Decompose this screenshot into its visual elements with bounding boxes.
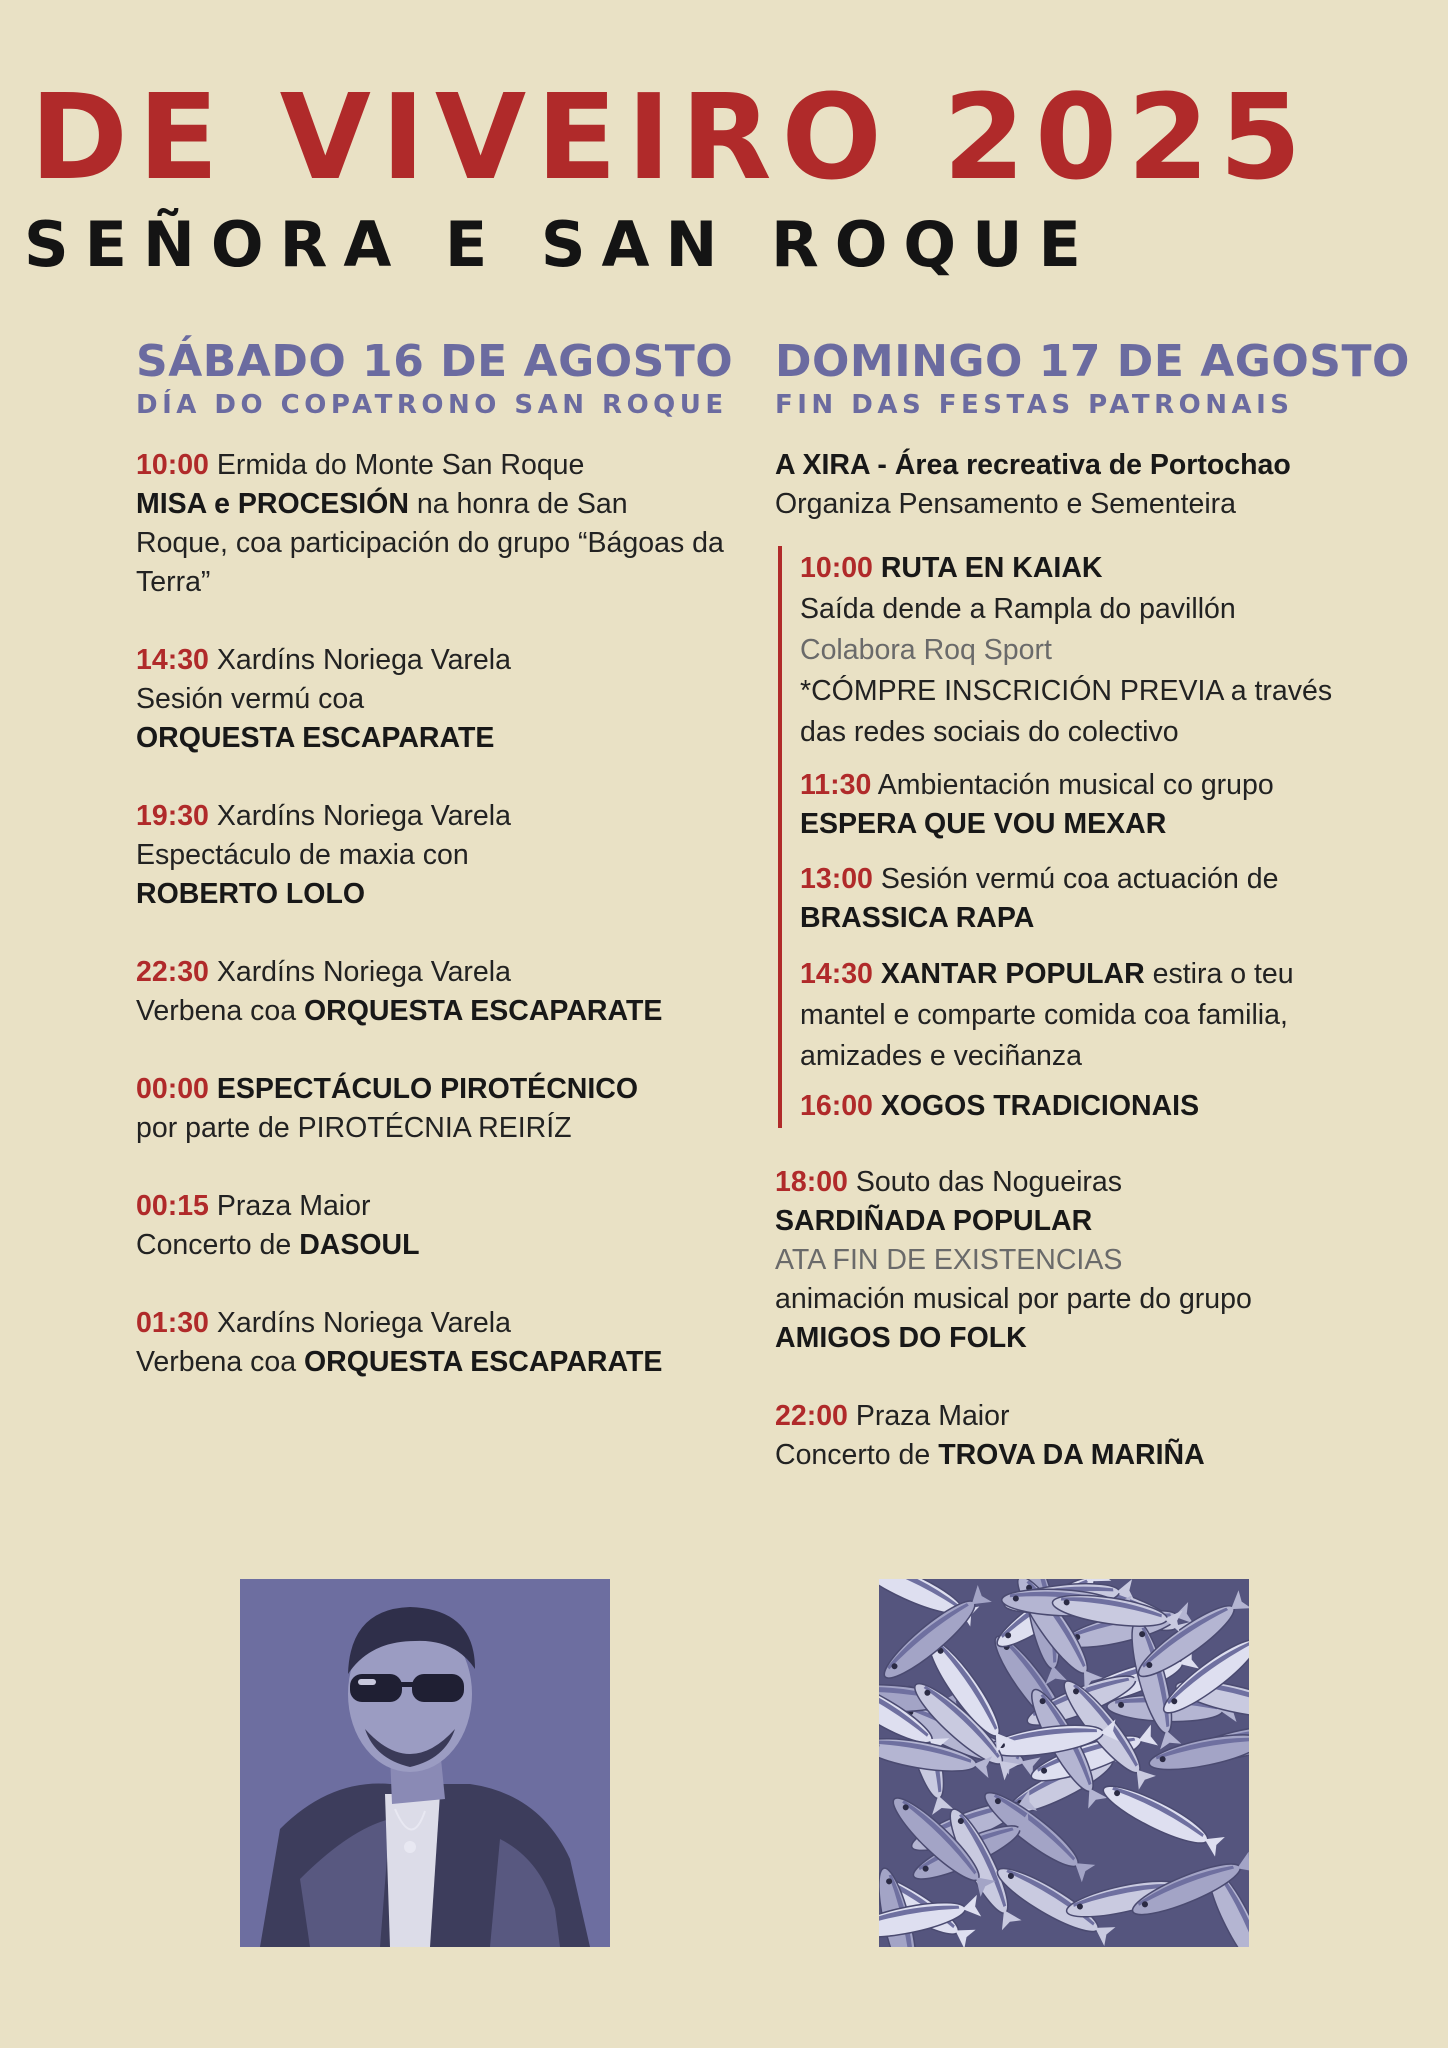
saturday-title: SÁBADO 16 DE AGOSTO (136, 336, 734, 387)
event-title: XOGOS TRADICIONAIS (880, 1090, 1200, 1123)
event-place: Xardíns Noriega Varela (216, 1307, 511, 1340)
event-place: Souto das Nogueiras (855, 1166, 1122, 1199)
event-time: 14:30 (136, 644, 209, 677)
event-title: ORQUESTA ESCAPARATE (303, 995, 663, 1028)
sardines-illustration (879, 1579, 1249, 1947)
event-text: por parte de PIROTÉCNIA REIRÍZ (136, 1112, 572, 1145)
event-sat-2230 (136, 953, 726, 1031)
event-text: Ambientación musical co grupo (877, 769, 1274, 802)
xira-header (775, 446, 1375, 524)
event-title: TROVA DA MARIÑA (938, 1439, 1205, 1472)
event-note: *CÓMPRE INSCRICIÓN PREVIA a través das redes sociais do colectivo (800, 675, 1333, 749)
event-sun-1300 (800, 860, 1375, 938)
event-text: Saída dende a Rampla do pavillón (800, 593, 1236, 626)
event-title: MISA e PROCESIÓN (136, 488, 409, 521)
event-time: 22:30 (136, 956, 209, 989)
event-title: DASOUL (299, 1229, 420, 1262)
event-time: 11:30 (800, 769, 872, 802)
saturday-column (136, 336, 734, 1382)
event-text: Verbena coa (136, 995, 297, 1028)
event-time: 13:00 (800, 863, 873, 896)
event-text: Verbena coa (136, 1346, 297, 1379)
event-collab: Colabora Roq Sport (800, 634, 1052, 667)
event-time: 18:00 (775, 1166, 848, 1199)
event-sun-2200 (775, 1397, 1375, 1475)
event-sun-1600 (800, 1087, 1375, 1126)
event-text: Sesión vermú coa (136, 683, 365, 716)
event-text: animación musical por parte do grupo (775, 1283, 1252, 1316)
sardines-photo (879, 1579, 1249, 1947)
event-text: Espectáculo de maxia con (136, 839, 469, 872)
poster-subtitle: SEÑORA E SAN ROQUE (24, 208, 1097, 281)
event-place: Xardíns Noriega Varela (216, 800, 511, 833)
event-place: Xardíns Noriega Varela (216, 956, 511, 989)
event-time: 10:00 (800, 552, 873, 585)
event-time: 19:30 (136, 800, 209, 833)
event-title: ESPECTÁCULO PIROTÉCNICO (216, 1073, 639, 1106)
event-title: BRASSICA RAPA (800, 902, 1035, 935)
sunday-subtitle: FIN DAS FESTAS PATRONAIS (775, 390, 1294, 421)
event-title: ORQUESTA ESCAPARATE (303, 1346, 663, 1379)
artist-illustration (240, 1579, 610, 1947)
event-place: Xardíns Noriega Varela (216, 644, 511, 677)
event-sun-1000 (800, 548, 1375, 753)
event-note: ATA FIN DE EXISTENCIAS (775, 1244, 1123, 1277)
xira-title: A XIRA - Área recreativa de Portochao (775, 449, 1291, 482)
sunday-column (775, 336, 1410, 1475)
event-time: 16:00 (800, 1090, 873, 1123)
event-title-2: AMIGOS DO FOLK (775, 1322, 1027, 1355)
event-sun-1800 (775, 1163, 1375, 1358)
event-text: Concerto de (136, 1229, 292, 1262)
artist-photo (240, 1579, 610, 1947)
event-sat-0000 (136, 1070, 726, 1148)
event-sat-0130 (136, 1304, 726, 1382)
event-time: 14:30 (800, 958, 873, 991)
event-sat-1000 (136, 446, 726, 602)
event-sat-0015 (136, 1187, 726, 1265)
event-time: 22:00 (775, 1400, 848, 1433)
event-title: ROBERTO LOLO (136, 878, 366, 911)
event-sat-1930 (136, 797, 726, 914)
event-sat-1430 (136, 641, 726, 758)
poster-title: DE VIVEIRO 2025 (30, 68, 1312, 206)
event-time: 10:00 (136, 449, 209, 482)
event-title: SARDIÑADA POPULAR (775, 1205, 1093, 1238)
event-time: 01:30 (136, 1307, 209, 1340)
event-title: ORQUESTA ESCAPARATE (136, 722, 495, 755)
sunday-title: DOMINGO 17 DE AGOSTO (775, 336, 1410, 387)
event-title: ESPERA QUE VOU MEXAR (800, 808, 1167, 841)
xira-organizer: Organiza Pensamento e Sementeira (775, 488, 1237, 521)
event-place: Praza Maior (216, 1190, 371, 1223)
event-title: XANTAR POPULAR (880, 958, 1145, 991)
event-text: na honra de San Roque, coa participación do grupo “Bágoas da Terra” (136, 488, 724, 599)
event-text: estira o teu mantel e comparte comida coa familia, amizades e veciñanza (800, 958, 1294, 1073)
xira-events-block (778, 546, 1375, 1128)
event-time: 00:00 (136, 1073, 209, 1106)
event-text: Concerto de (775, 1439, 931, 1472)
saturday-subtitle: DÍA DO COPATRONO SAN ROQUE (136, 390, 728, 421)
event-sun-1430 (800, 954, 1375, 1077)
event-place: Praza Maior (855, 1400, 1010, 1433)
event-text: Sesión vermú coa actuación de (880, 863, 1279, 896)
event-title: RUTA EN KAIAK (880, 552, 1103, 585)
event-place: Ermida do Monte San Roque (216, 449, 585, 482)
event-time: 00:15 (136, 1190, 209, 1223)
event-sun-1130 (800, 766, 1375, 844)
